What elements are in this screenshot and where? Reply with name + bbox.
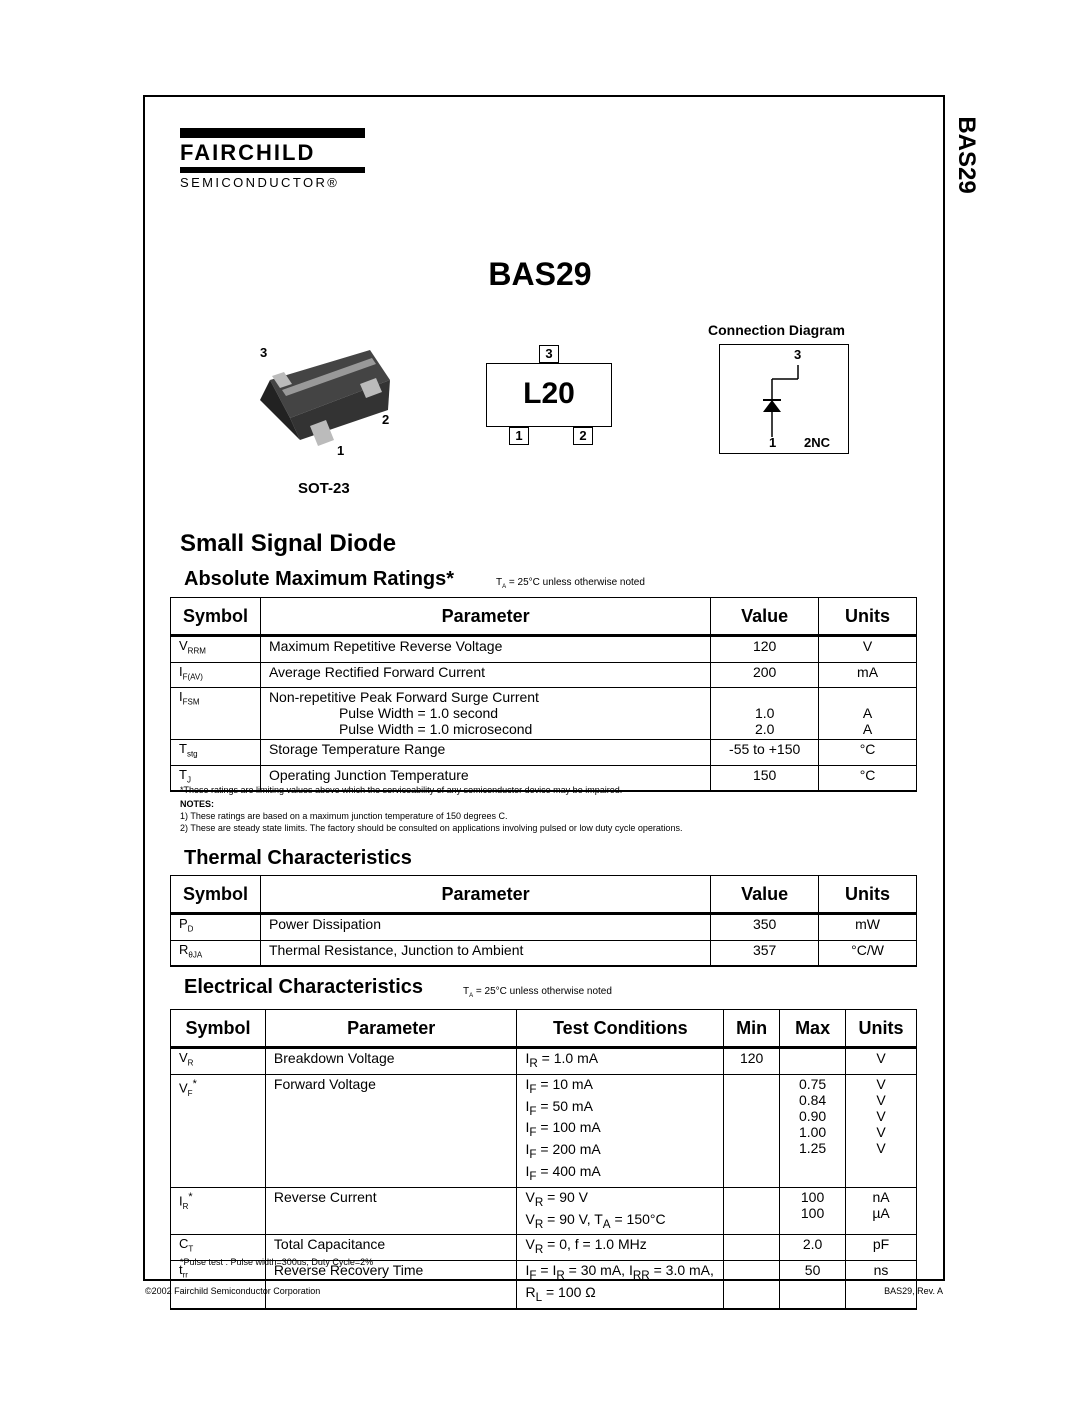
table-row: $P_D$ Power Dissipation 350 mW xyxy=(171,914,917,941)
package-pin3-label: 3 xyxy=(260,345,268,360)
header-min: Min xyxy=(724,1010,780,1048)
side-part-number: BAS29 xyxy=(953,116,980,194)
elec-temp-note: $T_A = 25^\circ C$ unless otherwise noted xyxy=(463,986,612,999)
header-parameter: Parameter xyxy=(265,1010,517,1048)
table-row: $I_R^*$ Reverse Current $V_R = 90$ V $V_R = 90$ V, $T_A = 150^\circ C$ 100 100 nA µA xyxy=(171,1187,917,1235)
table-row: $V_R$ Breakdown Voltage $I_R = 1.0$ mA 120 V xyxy=(171,1048,917,1075)
header-symbol: Symbol xyxy=(171,876,261,914)
header-units: Units xyxy=(819,876,917,914)
sot23-package-image xyxy=(250,340,410,460)
header-parameter: Parameter xyxy=(260,876,710,914)
table-row: $V_F^*$ Forward Voltage $I_F = 10$ mA $I_F = 50$ mA $I_F = 100$ mA $I_F = 200$ mA $I_F = 400$ mA 0.75 0.84 0.90 1.00 1.25 V V V V V xyxy=(171,1074,917,1187)
marking-pin3: 3 xyxy=(539,345,559,363)
table-row: $I_{F(AV)}$ Average Rectified Forward Current 200 mA xyxy=(171,662,917,688)
abs-notes: *These ratings are limiting values above which the serviceability of any semiconductor device may be impaired. NOTES: 1) These ratings are based on a maximum junction temperature of 150 degrees C. 2) These are steady state limits. The factory should be consulted on applications involving pulsed or low duty cycle operations. xyxy=(180,785,683,833)
header-units: Units xyxy=(819,598,917,636)
package-pin2-label: 2 xyxy=(382,412,390,427)
elec-footnote: *Pulse test : Pulse width=300us, Duty Cycle=2% xyxy=(180,1257,374,1267)
document-title: BAS29 xyxy=(488,256,592,292)
header-units: Units xyxy=(846,1010,917,1048)
thermal-table xyxy=(170,875,917,967)
fairchild-logo: FAIRCHILD SEMICONDUCTOR® xyxy=(180,128,365,190)
header-symbol: Symbol xyxy=(171,1010,266,1048)
package-label: SOT-23 xyxy=(298,480,350,497)
main-heading: Small Signal Diode xyxy=(180,530,397,557)
marking-code-box: L20 xyxy=(486,363,612,427)
table-row: $C_T$ Total Capacitance $V_R = 0$, f = 1.0 MHz 2.0 pF xyxy=(171,1235,917,1261)
header-value: Value xyxy=(711,598,819,636)
table-row: $V_{RRM}$ Maximum Repetitive Reverse Voltage 120 V xyxy=(171,636,917,663)
header-test-conditions: Test Conditions xyxy=(517,1010,724,1048)
connection-pin1-label: 1 xyxy=(769,435,777,450)
table-row: $t_{rr}$ Reverse Recovery Time $I_F = I_R = 30$ mA, $I_{RR} = 3.0$ mA, $R_L = 100$ Ω 50 ns xyxy=(171,1261,917,1309)
header-symbol: Symbol xyxy=(171,598,261,636)
marking-pin1: 1 xyxy=(509,427,529,445)
table-row: $T_J$ Operating Junction Temperature 150 °C xyxy=(171,765,917,791)
header-value: Value xyxy=(711,876,819,914)
abs-max-table xyxy=(170,597,917,792)
elec-heading: Electrical Characteristics xyxy=(184,976,424,998)
header-parameter: Parameter xyxy=(260,598,710,636)
connection-diagram-title: Connection Diagram xyxy=(708,322,845,338)
header-max: Max xyxy=(780,1010,846,1048)
table-row: $I_{FSM}$ Non-repetitive Peak Forward Surge Current Pulse Width = 1.0 second Pulse Width = 1.0 microsecond 1.0 2.0 A A xyxy=(171,688,917,740)
connection-pin3-label: 3 xyxy=(794,347,802,362)
table-row: $T_{stg}$ Storage Temperature Range -55 to +150 °C xyxy=(171,740,917,766)
package-pin1-label: 1 xyxy=(337,443,345,458)
thermal-heading: Thermal Characteristics xyxy=(184,847,412,869)
abs-temp-note: $T_A = 25^\circ C$ unless otherwise noted xyxy=(496,577,645,590)
footer-copyright: ©2002 Fairchild Semiconductor Corporation xyxy=(145,1286,321,1296)
abs-max-heading: Absolute Maximum Ratings* xyxy=(184,568,455,590)
marking-pin2: 2 xyxy=(573,427,593,445)
footer-revision: BAS29, Rev. A xyxy=(884,1286,943,1296)
table-row: $R_{\theta JA}$ Thermal Resistance, Junction to Ambient 357 °C/W xyxy=(171,940,917,966)
connection-pin2-label: 2NC xyxy=(804,435,831,450)
